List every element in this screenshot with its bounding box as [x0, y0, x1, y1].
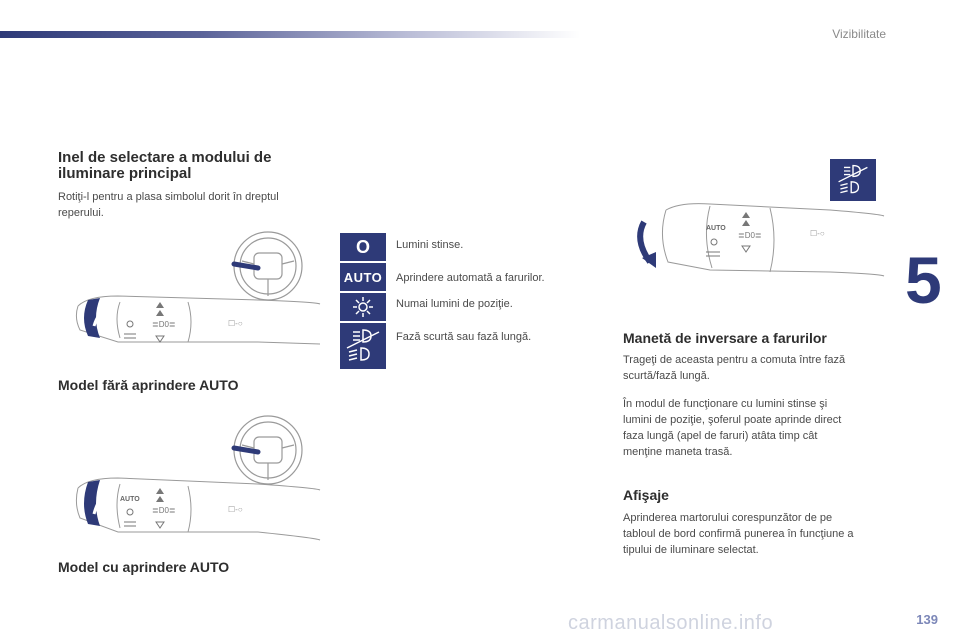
page-number: 139: [916, 612, 938, 627]
svg-text:≣D0≣: ≣D0≣: [152, 506, 176, 515]
flash-para-2: [623, 396, 903, 460]
o-symbol-icon: [340, 233, 386, 261]
symbol-label-auto: Aprindere automată a farurilor.: [396, 272, 545, 284]
dipped-main-beam-icon: [340, 323, 386, 369]
para2-line-1: În modul de funcţionare cu lumini stinse şi: [623, 398, 828, 410]
beam-indicator-svg: [834, 162, 872, 198]
watermark-text: carmanualsonline.info: [568, 612, 774, 634]
para2-line-2: lumini de poziţie, şoferul poate aprinde direct: [623, 414, 842, 426]
svg-text:≣D0≣: ≣D0≣: [152, 320, 176, 329]
intro-line-1: Rotiţi-l pentru a plasa simbolul dorit în dreptul: [58, 191, 279, 203]
heading-line-1: Inel de selectare a modului de: [58, 149, 272, 166]
flash-stalk-heading: Manetă de inversare a farurilor: [623, 330, 827, 346]
auto-symbol-icon: [340, 263, 386, 291]
svg-text:☐-○: ☐-○: [810, 229, 825, 238]
displays-para: [623, 510, 903, 558]
chapter-number: 5: [905, 243, 942, 317]
beam-indicator-icon: [830, 159, 876, 201]
para3-line-2: tabloul de bord confirmă punerea în funcţiune a: [623, 528, 854, 540]
light-stalk-icon: [76, 296, 320, 344]
svg-text:☐-○: ☐-○: [228, 505, 243, 514]
symbol-label-off: Lumini stinse.: [396, 239, 464, 251]
auto-mark-text: AUTO: [120, 496, 140, 503]
position-lights-icon: [340, 293, 386, 321]
light-stalk-icon: [76, 478, 320, 540]
para2-line-4: menţine maneta trasă.: [623, 446, 733, 458]
displays-heading: Afişaje: [623, 487, 669, 503]
stalk-flash-illustration: [630, 196, 890, 282]
model-auto-heading: Model cu aprindere AUTO: [58, 559, 230, 575]
light-stalk-icon: [662, 204, 884, 276]
auto-mark-text-right: AUTO: [706, 225, 726, 232]
heading-line-2: iluminare principal: [58, 165, 192, 182]
section-title: Vizibilitate: [832, 27, 886, 41]
svg-text:≣D0≣: ≣D0≣: [738, 231, 762, 240]
header-gradient-bar: [0, 31, 580, 38]
auto-symbol-glyph: AUTO: [343, 269, 383, 285]
flash-para-1: [623, 352, 903, 384]
position-lights-svg: [352, 296, 374, 318]
model-no-auto-heading: Model fără aprindere AUTO: [58, 377, 239, 393]
svg-text:☐-○: ☐-○: [228, 319, 243, 328]
para1-line-1: Trageţi de aceasta pentru a comuta între fază: [623, 354, 846, 366]
symbol-label-position: Numai lumini de poziţie.: [396, 298, 513, 310]
symbol-label-beam: Fază scurtă sau fază lungă.: [396, 331, 532, 343]
section-heading-ring: [58, 150, 271, 182]
intro-line-2: reperului.: [58, 207, 104, 219]
stalk-illustration-no-auto: [58, 226, 328, 366]
para2-line-3: faza lungă (apel de faruri) atâta timp cât: [623, 430, 818, 442]
beam-svg: [343, 326, 383, 366]
ring-intro-text: [58, 189, 328, 221]
stalk-illustration-auto: [58, 412, 328, 560]
o-symbol-glyph: O: [355, 236, 370, 257]
para3-line-1: Aprinderea martorului corespunzător de pe: [623, 512, 833, 524]
para1-line-2: scurtă/fază lungă.: [623, 370, 710, 382]
para3-line-3: tipului de iluminare selectat.: [623, 544, 759, 556]
